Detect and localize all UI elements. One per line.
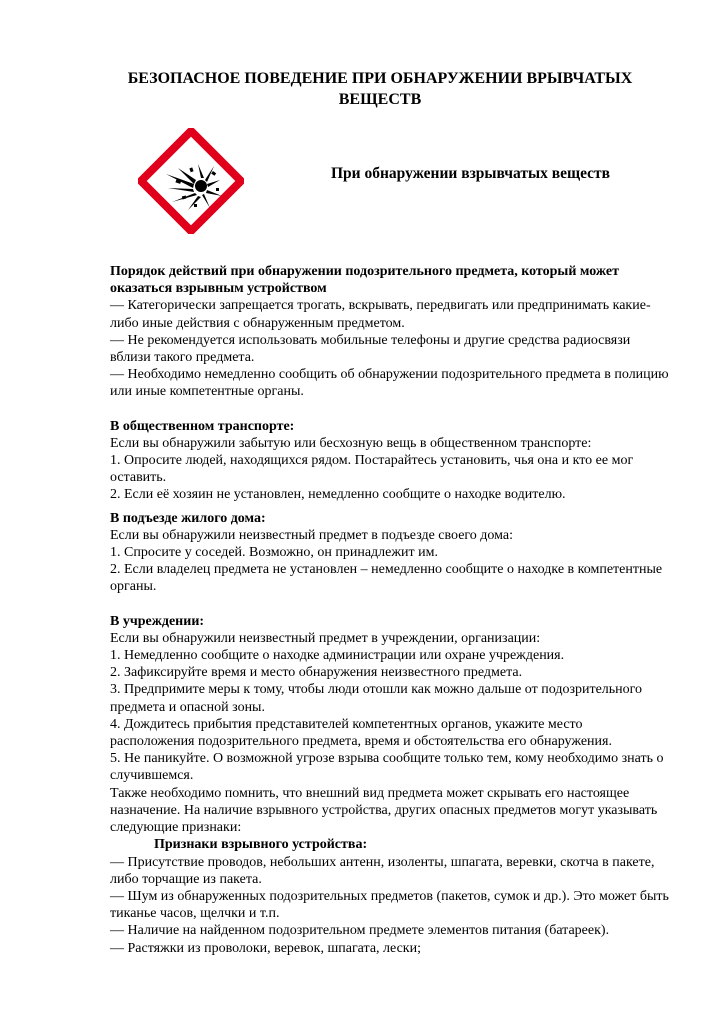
signs-item: — Присутствие проводов, небольших антенн, изоленты, шпагата, веревки, скотча в пакете, либо торчащие из пакета. xyxy=(110,854,655,887)
signs-item: — Шум из обнаруженных подозрительных предметов (пакетов, сумок и др.). Это может быть тиканье часов, щелчки и т.п. xyxy=(110,888,669,922)
section-subtitle: При обнаружении взрывчатых веществ xyxy=(331,165,611,182)
entrance-item: 1. Спросите у соседей. Возможно, он принадлежит им. xyxy=(110,545,439,561)
signs-heading: Признаки взрывного устройства: xyxy=(154,837,368,853)
institution-note: Также необходимо помнить, что внешний вид предмета может скрывать его настоящее назначение. На наличие взрывного устройства, других опасных предметов могут указывать следующие признаки: xyxy=(110,785,658,836)
transport-item: 1. Опросите людей, находящихся рядом. Постарайтесь установить, чья она и кто ее мог оставить. xyxy=(110,453,634,486)
explosive-hazard-icon xyxy=(138,128,244,234)
document-body xyxy=(110,263,670,957)
procedure-item: — Не рекомендуется использовать мобильные телефоны и другие средства радиосвязи вблизи такого предмета. xyxy=(110,332,631,366)
institution-intro: Если вы обнаружили неизвестный предмет в учреждении, организации: xyxy=(110,630,541,646)
entrance-item: 2. Если владелец предмета не установлен – немедленно сообщите о находке в компетентные органы. xyxy=(110,562,663,595)
signs-item: — Наличие на найденном подозрительном предмете элементов питания (батареек). xyxy=(110,923,610,939)
institution-item: 4. Дождитесь прибытия представителей компетентных органов, укажите место расположения подозрительного предмета, время и обстоятельства его обнаружения. xyxy=(110,716,612,750)
institution-item: 1. Немедленно сообщите о находке администрации или охране учреждения. xyxy=(110,648,565,664)
signs-item: — Растяжки из проволоки, веревок, шпагата, лески; xyxy=(110,940,421,956)
institution-item: 3. Предпримите меры к тому, чтобы люди отошли как можно дальше от подозрительного предмета и опасной зоны. xyxy=(110,682,643,715)
entrance-heading: В подъезде жилого дома: xyxy=(110,510,266,526)
procedure-item: — Категорически запрещается трогать, вскрывать, передвигать или предпринимать какие-либо иные действия с обнаруженным предметом. xyxy=(110,298,651,331)
transport-intro: Если вы обнаружили забытую или бесхозную вещь в общественном транспорте: xyxy=(110,435,592,451)
transport-heading: В общественном транспорте: xyxy=(110,418,295,434)
institution-item: 5. Не паникуйте. О возможной угрозе взрыва сообщите только тем, кому необходимо знать о случившемся. xyxy=(110,751,664,784)
page-title: БЕЗОПАСНОЕ ПОВЕДЕНИЕ ПРИ ОБНАРУЖЕНИИ ВРЫВЧАТЫХ ВЕЩЕСТВ xyxy=(127,70,633,108)
procedure-item: — Необходимо немедленно сообщить об обнаружении подозрительного предмета в полицию или иные компетентные органы. xyxy=(110,367,669,400)
institution-heading: В учреждении: xyxy=(110,613,205,629)
transport-item: 2. Если её хозяин не установлен, немедленно сообщите о находке водителю. xyxy=(110,487,566,503)
procedure-heading: Порядок действий при обнаружении подозрительного предмета, который может оказаться взрывным устройством xyxy=(110,264,619,297)
entrance-intro: Если вы обнаружили неизвестный предмет в подъезде своего дома: xyxy=(110,527,514,543)
institution-item: 2. Зафиксируйте время и место обнаружения неизвестного предмета. xyxy=(110,665,523,681)
